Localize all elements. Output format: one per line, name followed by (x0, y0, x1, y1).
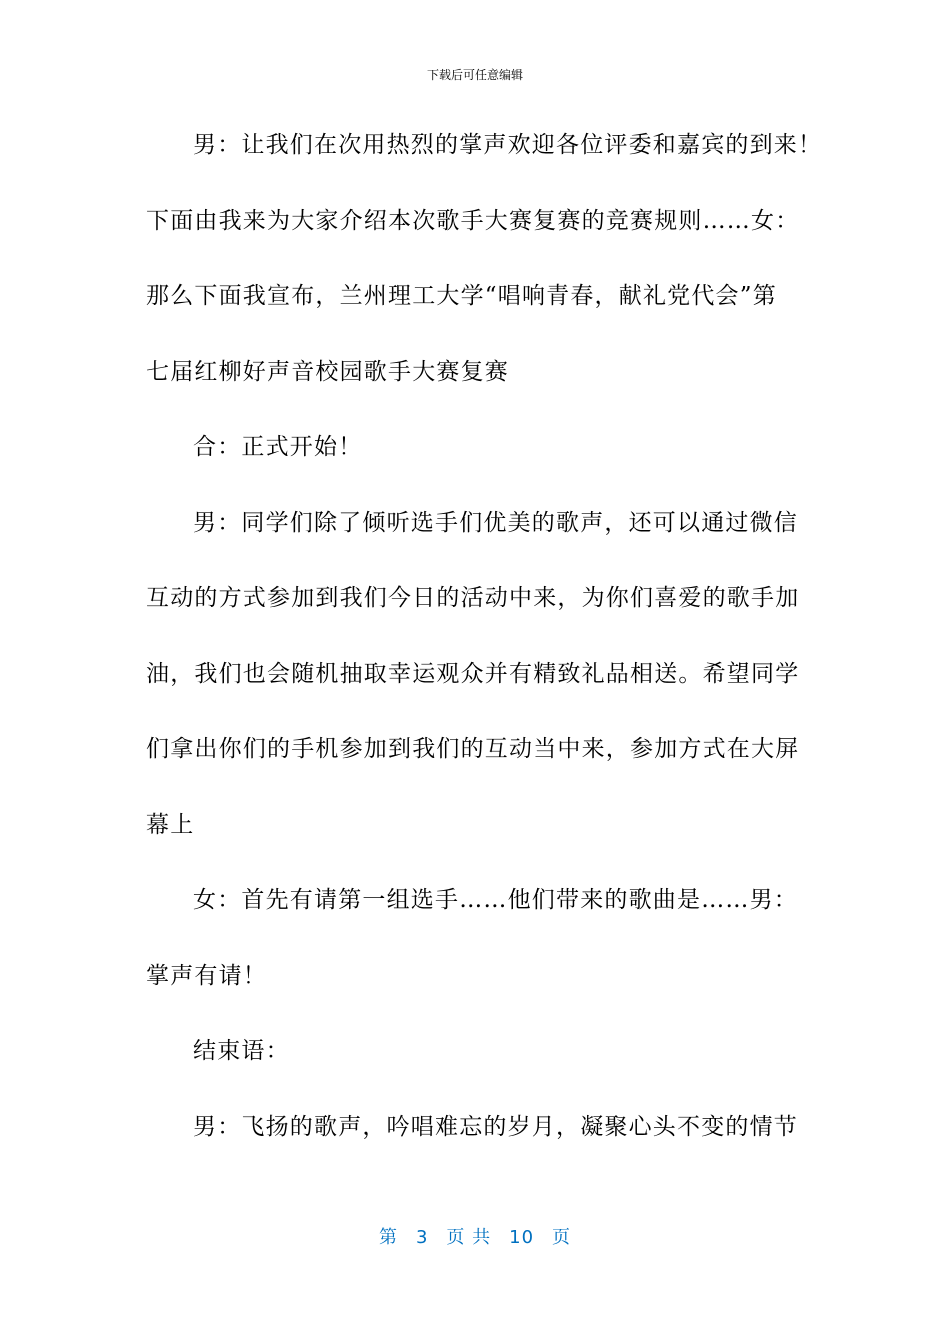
paragraph-line: 结束语： (193, 1038, 290, 1064)
paragraph-line: 男：让我们在次用热烈的掌声欢迎各位评委和嘉宾的到来！ (193, 132, 823, 158)
paragraph-line: 七届红柳好声音校园歌手大赛复赛 (146, 358, 509, 385)
paragraph-line: 幕上 (146, 811, 195, 838)
paragraph-line: 互动的方式参加到我们今日的活动中来，为你们喜爱的歌手加 (146, 585, 800, 611)
footer-prefix: 第 (378, 1227, 398, 1248)
paragraph-line: 女：首先有请第一组选手……他们带来的歌曲是……男： (193, 887, 798, 913)
current-page-number: 3 (415, 1227, 429, 1248)
paragraph-line: 下面由我来为大家介绍本次歌手大赛复赛的竞赛规则……女： (146, 207, 800, 234)
paragraph-line: 油，我们也会随机抽取幸运观众并有精致礼品相送。希望同学 (146, 660, 800, 687)
page-header: 下载后可任意编辑 (426, 68, 523, 82)
paragraph-line: 那么下面我宣布，兰州理工大学“唱响青春，献礼党代会”第 (146, 283, 777, 309)
paragraph-line: 合：正式开始！ (193, 434, 363, 460)
paragraph-line: 掌声有请！ (146, 962, 267, 989)
total-pages-number: 10 (509, 1227, 535, 1248)
document-body (146, 127, 823, 1184)
paragraph-line: 男：同学们除了倾听选手们优美的歌声，还可以通过微信 (193, 509, 798, 536)
footer-middle: 页 共 (446, 1227, 492, 1248)
paragraph-line: 男：飞扬的歌声，吟唱难忘的岁月，凝聚心头不变的情节 (193, 1113, 798, 1140)
page-footer (0, 1226, 950, 1250)
paragraph-line: 们拿出你们的手机参加到我们的互动当中来，参加方式在大屏 (146, 736, 800, 762)
footer-suffix: 页 (552, 1227, 572, 1248)
